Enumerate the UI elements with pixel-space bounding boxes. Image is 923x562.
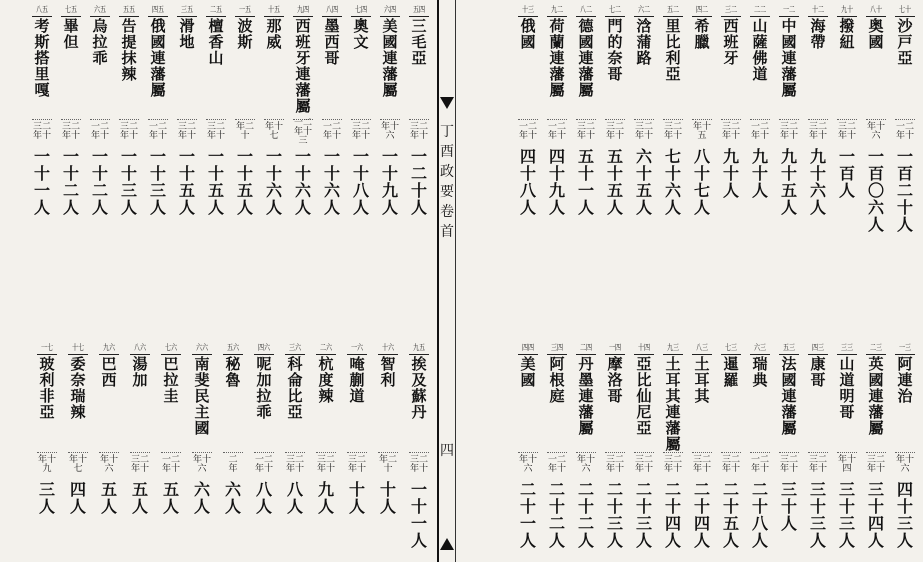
survey-year: 一二 年十 bbox=[750, 452, 770, 477]
survey-year: 三二 年十 bbox=[837, 119, 857, 144]
country-name: 俄 國 連 藩 屬 bbox=[150, 17, 166, 99]
rank-count: 三 人 bbox=[38, 480, 55, 516]
rank-number: 二三 bbox=[866, 340, 886, 355]
spine-title: 丁 酉 政 要 卷 首 bbox=[440, 124, 454, 240]
rank-count: 二 十 二 人 bbox=[577, 480, 594, 550]
rank-count: 十 人 bbox=[348, 480, 365, 516]
survey-year: 年二 十 bbox=[378, 452, 398, 477]
rank-number: 八十 bbox=[866, 2, 886, 17]
country-name: 沙 戸 亞 bbox=[897, 17, 913, 67]
rank-count: 十 人 bbox=[379, 480, 396, 516]
rank-count: 六 人 bbox=[193, 480, 210, 516]
rank-count: 四 十 三 人 bbox=[896, 480, 913, 550]
rank-number: 五二 bbox=[663, 2, 683, 17]
country-name: 荷 蘭 連 藩 屬 bbox=[549, 17, 565, 99]
country-name: 希 臘 bbox=[694, 17, 710, 51]
rank-count: 四 十 九 人 bbox=[548, 147, 565, 217]
country-name: 那 威 bbox=[266, 17, 282, 51]
rank-count: 八 人 bbox=[286, 480, 303, 516]
rank-count: 一 百 人 bbox=[838, 147, 855, 200]
rank-number: 三三 bbox=[837, 340, 857, 355]
survey-year: 三二 年十 bbox=[409, 119, 429, 144]
survey-year: 年十 六 bbox=[99, 452, 119, 477]
survey-year: 三二 年十 bbox=[663, 119, 683, 144]
rank-number: 九四 bbox=[293, 2, 313, 17]
country-name: 考 斯 搭 里 嘎 bbox=[34, 17, 50, 99]
rank-count: 九 十 五 人 bbox=[780, 147, 797, 217]
rank-count: 七 十 六 人 bbox=[664, 147, 681, 217]
country-name: 委 奈 瑞 辣 bbox=[70, 355, 86, 421]
rank-count: 一 十 二 人 bbox=[91, 147, 108, 217]
rank-count: 五 十 五 人 bbox=[606, 147, 623, 217]
rank-count: 四 十 八 人 bbox=[519, 147, 536, 217]
country-name: 暹 羅 bbox=[723, 355, 739, 389]
table-block-left-top bbox=[2, 2, 432, 247]
rank-number: 十二 bbox=[808, 2, 828, 17]
survey-year: 三二 年十 bbox=[347, 452, 367, 477]
survey-year: 一二 年十 bbox=[148, 119, 168, 144]
rank-number: 四五 bbox=[148, 2, 168, 17]
rank-count: 一 十 三 人 bbox=[120, 147, 137, 217]
country-name: 南 斐 民 主 國 bbox=[194, 355, 210, 437]
survey-year: 年十 四 bbox=[837, 452, 857, 477]
country-name: 門 的 奈 哥 bbox=[607, 17, 623, 83]
survey-year: 三二 年十 bbox=[285, 452, 305, 477]
survey-year: 三二 年十 bbox=[61, 119, 81, 144]
rank-number: 七六 bbox=[161, 340, 181, 355]
survey-year: 三二 年十 bbox=[808, 119, 828, 144]
country-name: 畢 但 bbox=[63, 17, 79, 51]
country-name: 唵 蒯 道 bbox=[349, 355, 365, 405]
rank-number: 四四 bbox=[518, 340, 538, 355]
country-name: 浛 蒲 路 bbox=[636, 17, 652, 67]
survey-year: 一二 年十 bbox=[750, 119, 770, 144]
country-name: 海 帶 bbox=[810, 17, 826, 51]
rank-number: 三五 bbox=[177, 2, 197, 17]
rank-number: 十三 bbox=[518, 2, 538, 17]
country-name: 山 道 明 哥 bbox=[839, 355, 855, 421]
survey-year: 一二 年十 bbox=[90, 119, 110, 144]
survey-year: 一二 年十 bbox=[547, 452, 567, 477]
rank-number: 一六 bbox=[347, 340, 367, 355]
country-name: 奥 國 bbox=[868, 17, 884, 51]
country-name: 阿 連 治 bbox=[897, 355, 913, 405]
survey-year: 一二 年十 bbox=[254, 452, 274, 477]
rank-number: 九十 bbox=[837, 2, 857, 17]
survey-year: 一二 年十 bbox=[518, 119, 538, 144]
country-name: 俄 國 bbox=[520, 17, 536, 51]
rank-number: 四三 bbox=[808, 340, 828, 355]
survey-year: 年二 十 bbox=[235, 119, 255, 144]
rank-count: 二 十 三 人 bbox=[635, 480, 652, 550]
country-name: 丹 墨 連 藩 屬 bbox=[578, 355, 594, 437]
country-name: 美 國 bbox=[520, 355, 536, 389]
rank-number: 九五 bbox=[409, 340, 429, 355]
rank-number: 九二 bbox=[547, 2, 567, 17]
rank-count: 二 十 五 人 bbox=[722, 480, 739, 550]
country-name: 玻 利 非 亞 bbox=[39, 355, 55, 421]
rank-count: 五 十 一 人 bbox=[577, 147, 594, 217]
rank-number: 六三 bbox=[750, 340, 770, 355]
rank-count: 一 十 六 人 bbox=[323, 147, 340, 217]
rank-count: 一 百 二 十 人 bbox=[896, 147, 913, 234]
rank-count: 一 十 六 人 bbox=[265, 147, 282, 217]
survey-year: 年十 五 bbox=[692, 119, 712, 144]
rank-number: 九三 bbox=[663, 340, 683, 355]
rank-count: 一 二 十 人 bbox=[410, 147, 427, 217]
rank-number: 三六 bbox=[285, 340, 305, 355]
survey-year: 年十 六 bbox=[518, 452, 538, 477]
rank-count: 八 十 七 人 bbox=[693, 147, 710, 217]
country-name: 西 班 牙 連 藩 屬 bbox=[295, 17, 311, 115]
book-spine bbox=[437, 0, 456, 562]
table-block-left-bottom bbox=[2, 340, 432, 562]
rank-number: 七四 bbox=[351, 2, 371, 17]
rank-number: 二六 bbox=[316, 340, 336, 355]
rank-count: 三 十 三 人 bbox=[809, 480, 826, 550]
rank-count: 一 十 五 人 bbox=[236, 147, 253, 217]
rank-count: 五 人 bbox=[100, 480, 117, 516]
country-name: 墨 西 哥 bbox=[324, 17, 340, 67]
rank-number: 五三 bbox=[779, 340, 799, 355]
country-name: 英 國 連 藩 屬 bbox=[868, 355, 884, 437]
rank-number: 三四 bbox=[547, 340, 567, 355]
rank-count: 一 十 二 人 bbox=[62, 147, 79, 217]
rank-count: 一 十 六 人 bbox=[294, 147, 311, 217]
fishtail-mark-bottom bbox=[440, 538, 454, 550]
rank-count: 一 十 三 人 bbox=[149, 147, 166, 217]
survey-year: 三二 年十 bbox=[634, 452, 654, 477]
country-name: 山 薩 佛 道 bbox=[752, 17, 768, 83]
country-name: 撥 紐 bbox=[839, 17, 855, 51]
survey-year: 三二 年十 bbox=[605, 119, 625, 144]
country-name: 土 耳 其 bbox=[694, 355, 710, 405]
country-name: 瑞 典 bbox=[752, 355, 768, 389]
survey-year: 一二 年十 bbox=[161, 452, 181, 477]
rank-count: 八 人 bbox=[255, 480, 272, 516]
country-name: 挨 及 蘇 丹 bbox=[411, 355, 427, 421]
country-name: 檀 香 山 bbox=[208, 17, 224, 67]
survey-year: 三二 年十 bbox=[605, 452, 625, 477]
rank-number: 四六 bbox=[254, 340, 274, 355]
rank-number: 六四 bbox=[380, 2, 400, 17]
survey-year: 三二 年十 bbox=[351, 119, 371, 144]
rank-number: 八五 bbox=[32, 2, 52, 17]
survey-year: 一二 年十 bbox=[547, 119, 567, 144]
survey-year: 三二 年十 bbox=[779, 119, 799, 144]
survey-year: 三二 年十 bbox=[663, 452, 683, 477]
fishtail-mark-top bbox=[440, 97, 454, 109]
rank-number: 六六 bbox=[192, 340, 212, 355]
country-name: 康 哥 bbox=[810, 355, 826, 389]
rank-count: 二 十 一 人 bbox=[519, 480, 536, 550]
country-name: 湯 加 bbox=[132, 355, 148, 389]
rank-count: 一 十 五 人 bbox=[207, 147, 224, 217]
rank-count: 一 十 一 人 bbox=[410, 480, 427, 550]
country-name: 奧 文 bbox=[353, 17, 369, 51]
rank-count: 九 十 人 bbox=[722, 147, 739, 200]
rank-count: 九 十 六 人 bbox=[809, 147, 826, 217]
survey-year: 年十 七 bbox=[68, 452, 88, 477]
rank-number: 七二 bbox=[605, 2, 625, 17]
rank-count: 二 十 八 人 bbox=[751, 480, 768, 550]
rank-number: 一二 bbox=[779, 2, 799, 17]
rank-number: 一五 bbox=[235, 2, 255, 17]
survey-year: 三二 年十 bbox=[808, 452, 828, 477]
survey-year: 一二 年十 bbox=[322, 119, 342, 144]
country-name: 滑 地 bbox=[179, 17, 195, 51]
rank-count: 一 十 一 人 bbox=[33, 147, 50, 217]
table-block-right-top bbox=[490, 2, 920, 272]
survey-year: 三二 年十 bbox=[32, 119, 52, 144]
survey-year: 三二 年十 bbox=[692, 452, 712, 477]
country-name: 摩 洛 哥 bbox=[607, 355, 623, 405]
survey-year: 年十 六 bbox=[576, 452, 596, 477]
rank-number: 八二 bbox=[576, 2, 596, 17]
survey-year: 年十 六 bbox=[895, 452, 915, 477]
rank-count: 三 十 人 bbox=[780, 480, 797, 533]
country-name: 巴 拉 圭 bbox=[163, 355, 179, 405]
country-name: 巴 西 bbox=[101, 355, 117, 389]
survey-year: 年十 七 bbox=[264, 119, 284, 144]
rank-count: 二 十 四 人 bbox=[664, 480, 681, 550]
rank-number: 五六 bbox=[223, 340, 243, 355]
rank-count: 一 百 〇 六 人 bbox=[867, 147, 884, 234]
country-name: 阿 根 庭 bbox=[549, 355, 565, 405]
rank-count: 五 人 bbox=[162, 480, 179, 516]
rank-number: 六二 bbox=[634, 2, 654, 17]
survey-year: 年十 六 bbox=[866, 119, 886, 144]
rank-number: 一三 bbox=[895, 340, 915, 355]
rank-count: 四 人 bbox=[69, 480, 86, 516]
rank-number: 二五 bbox=[206, 2, 226, 17]
rank-count: 一 十 八 人 bbox=[352, 147, 369, 217]
rank-number: 七十 bbox=[895, 2, 915, 17]
rank-number: 十七 bbox=[68, 340, 88, 355]
table-block-right-bottom bbox=[490, 340, 920, 562]
country-name: 中 國 連 藩 屬 bbox=[781, 17, 797, 99]
rank-number: 一七 bbox=[37, 340, 57, 355]
rank-number: 七三 bbox=[721, 340, 741, 355]
survey-year: 三二 年十 bbox=[721, 119, 741, 144]
survey-year: 三二 年十 bbox=[409, 452, 429, 477]
rank-count: 九 人 bbox=[317, 480, 334, 516]
rank-number: 六五 bbox=[90, 2, 110, 17]
rank-count: 六 人 bbox=[224, 480, 241, 516]
rank-number: 八六 bbox=[130, 340, 150, 355]
survey-year: 二 年 bbox=[223, 452, 243, 477]
rank-number: 一四 bbox=[605, 340, 625, 355]
survey-year: 三二 年十 bbox=[130, 452, 150, 477]
rank-count: 一 十 九 人 bbox=[381, 147, 398, 217]
rank-number: 三二 bbox=[721, 2, 741, 17]
survey-year: 三二 年十 bbox=[206, 119, 226, 144]
rank-count: 九 十 人 bbox=[751, 147, 768, 200]
country-name: 呢 加 拉 乖 bbox=[256, 355, 272, 421]
country-name: 美 國 連 藩 屬 bbox=[382, 17, 398, 99]
survey-year: 三二 年十 bbox=[779, 452, 799, 477]
country-name: 土 耳 其 連 藩 屬 bbox=[665, 355, 681, 453]
country-name: 科 侖 比 亞 bbox=[287, 355, 303, 421]
rank-count: 五 人 bbox=[131, 480, 148, 516]
rank-count: 六 十 五 人 bbox=[635, 147, 652, 217]
survey-year: 年十 九 bbox=[37, 452, 57, 477]
country-name: 三 毛 亞 bbox=[411, 17, 427, 67]
rank-count: 三 十 三 人 bbox=[838, 480, 855, 550]
rank-count: 一 十 五 人 bbox=[178, 147, 195, 217]
survey-year: 一二 年十 bbox=[895, 119, 915, 144]
survey-year: 三二 年十 bbox=[721, 452, 741, 477]
country-name: 秘 魯 bbox=[225, 355, 241, 389]
rank-number: 十五 bbox=[264, 2, 284, 17]
survey-year: 三二 年十 bbox=[576, 119, 596, 144]
country-name: 杭 度 辣 bbox=[318, 355, 334, 405]
country-name: 里 比 利 亞 bbox=[665, 17, 681, 83]
country-name: 亞 比 仙 尼 亞 bbox=[636, 355, 652, 437]
rank-number: 十六 bbox=[378, 340, 398, 355]
rank-number: 八四 bbox=[322, 2, 342, 17]
survey-year: 三二 年十 bbox=[866, 452, 886, 477]
survey-year: 年十 六 bbox=[192, 452, 212, 477]
rank-count: 二 十 四 人 bbox=[693, 480, 710, 550]
survey-year: 三二 年十 bbox=[634, 119, 654, 144]
survey-year: 三二 年十 bbox=[119, 119, 139, 144]
country-name: 告 提 抹 辣 bbox=[121, 17, 137, 83]
rank-number: 四二 bbox=[692, 2, 712, 17]
rank-count: 二 十 二 人 bbox=[548, 480, 565, 550]
rank-number: 二四 bbox=[576, 340, 596, 355]
country-name: 西 班 牙 bbox=[723, 17, 739, 67]
rank-number: 五五 bbox=[119, 2, 139, 17]
country-name: 法 國 連 藩 屬 bbox=[781, 355, 797, 437]
rank-number: 五四 bbox=[409, 2, 429, 17]
rank-number: 九六 bbox=[99, 340, 119, 355]
country-name: 德 國 連 藩 屬 bbox=[578, 17, 594, 99]
survey-year: 三二 年十 bbox=[316, 452, 336, 477]
rank-number: 八三 bbox=[692, 340, 712, 355]
survey-year: 一二 年十 三 bbox=[293, 117, 312, 146]
rank-number: 七五 bbox=[61, 2, 81, 17]
survey-year: 三二 年十 bbox=[177, 119, 197, 144]
rank-number: 十四 bbox=[634, 340, 654, 355]
country-name: 波 斯 bbox=[237, 17, 253, 51]
survey-year: 年十 六 bbox=[380, 119, 400, 144]
rank-number: 二二 bbox=[750, 2, 770, 17]
page-number: 四 bbox=[440, 443, 454, 459]
country-name: 烏 拉 乖 bbox=[92, 17, 108, 67]
country-name: 智 利 bbox=[380, 355, 396, 389]
rank-count: 三 十 四 人 bbox=[867, 480, 884, 550]
rank-count: 二 十 三 人 bbox=[606, 480, 623, 550]
